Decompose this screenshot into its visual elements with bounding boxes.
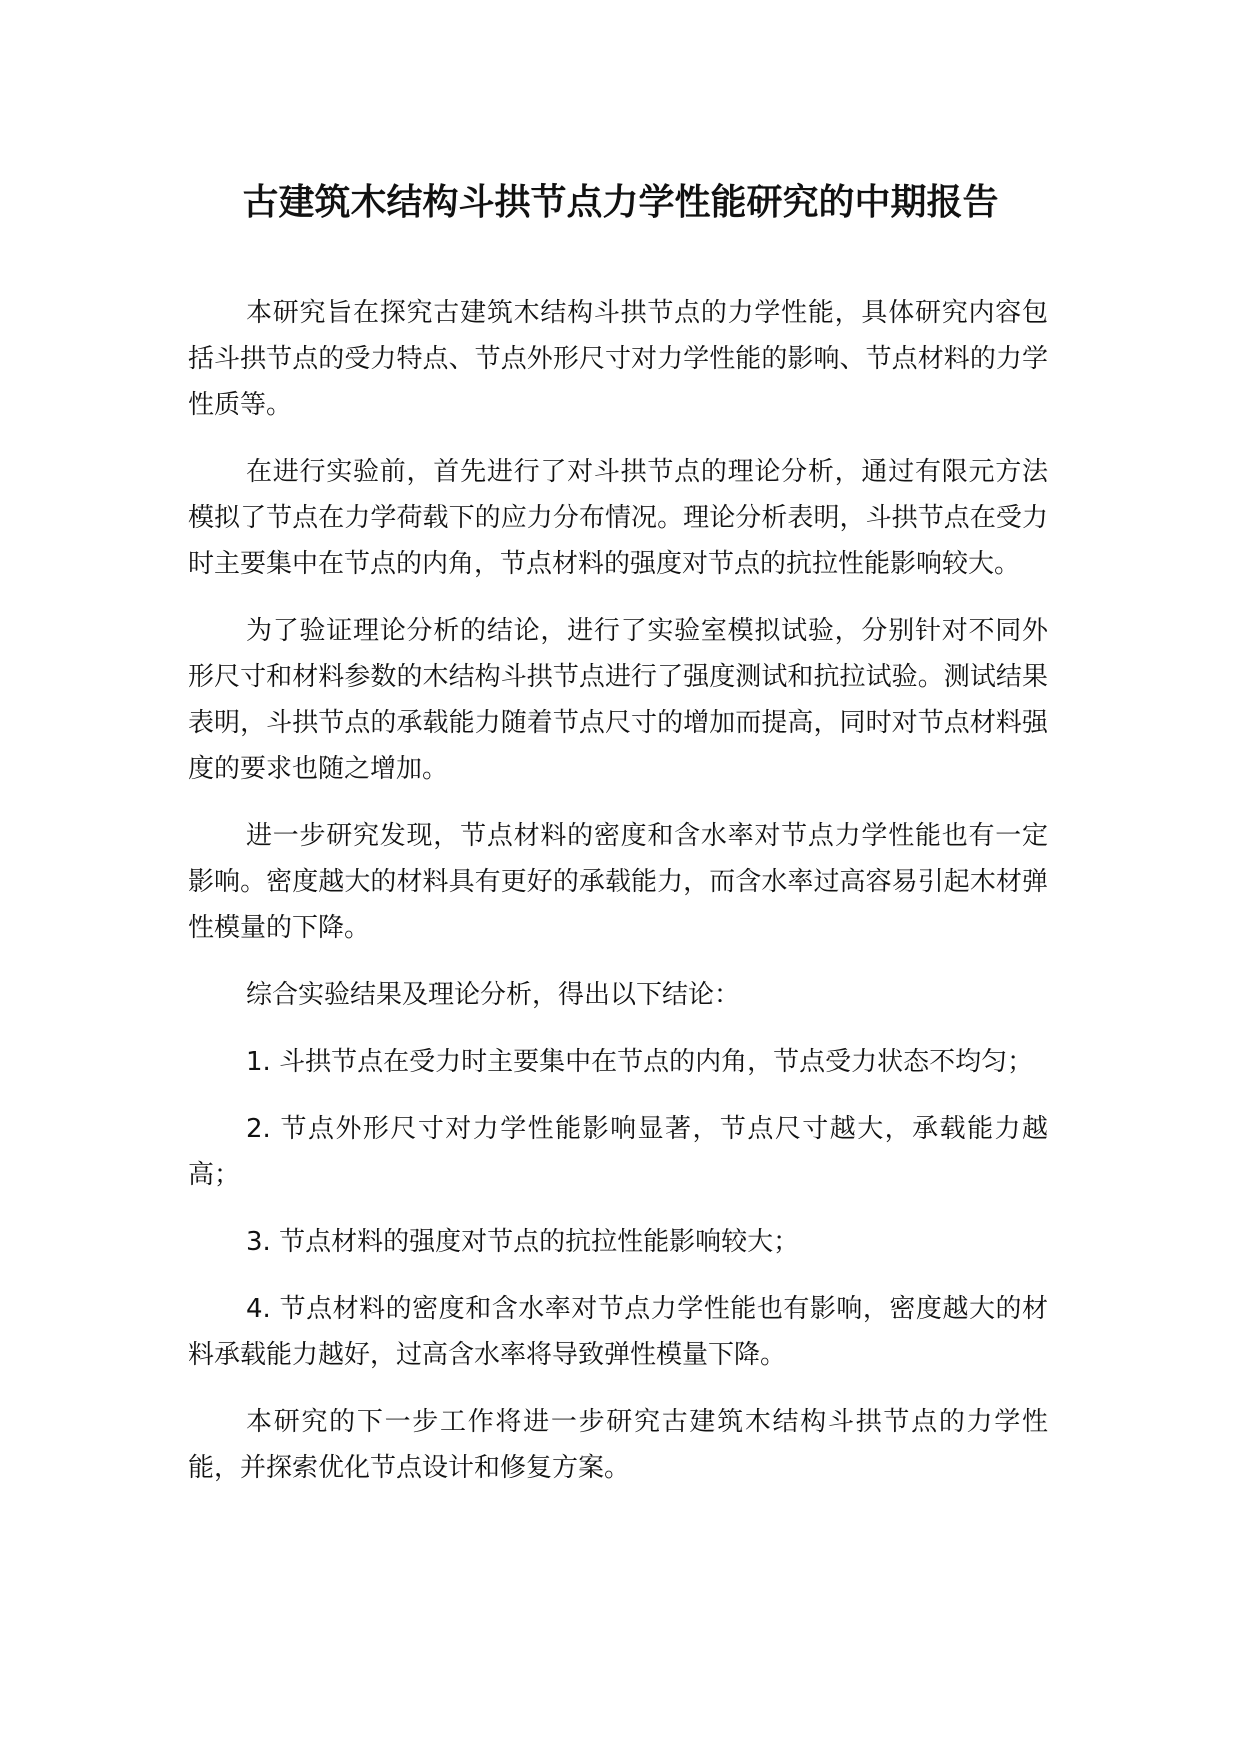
paragraph-theory: 在进行实验前，首先进行了对斗拱节点的理论分析，通过有限元方法模拟了节点在力学荷载下的应力分布情况。理论分析表明，斗拱节点在受力时主要集中在节点的内角，节点材料的强度对节点的抗拉性能影响较大。	[188, 457, 1048, 579]
paragraph-experiment: 为了验证理论分析的结论，进行了实验室模拟试验，分别针对不同外形尺寸和材料参数的木结构斗拱节点进行了强度测试和抗拉试验。测试结果表明，斗拱节点的承载能力随着节点尺寸的增加而提高，同时对节点材料强度的要求也随之增加。	[188, 616, 1048, 784]
paragraph-next-steps: 本研究的下一步工作将进一步研究古建筑木结构斗拱节点的力学性能，并探索优化节点设计和修复方案。	[188, 1407, 1048, 1483]
paragraph-further-findings: 进一步研究发现，节点材料的密度和含水率对节点力学性能也有一定影响。密度越大的材料具有更好的承载能力，而含水率过高容易引起木材弹性模量的下降。	[188, 821, 1048, 943]
conclusion-item-1: 1. 斗拱节点在受力时主要集中在节点的内角，节点受力状态不均匀；	[246, 1047, 1034, 1077]
conclusion-item-2: 2. 节点外形尺寸对力学性能影响显著，节点尺寸越大，承载能力越高；	[188, 1114, 1048, 1190]
paragraph-intro: 本研究旨在探究古建筑木结构斗拱节点的力学性能，具体研究内容包括斗拱节点的受力特点、节点外形尺寸对力学性能的影响、节点材料的力学性质等。	[188, 298, 1048, 420]
document-body	[188, 290, 1048, 1512]
conclusion-item-4: 4. 节点材料的密度和含水率对节点力学性能也有影响，密度越大的材料承载能力越好，过高含水率将导致弹性模量下降。	[188, 1294, 1048, 1370]
paragraph-conclusion-lead: 综合实验结果及理论分析，得出以下结论：	[246, 980, 741, 1010]
document-title: 古建筑木结构斗拱节点力学性能研究的中期报告	[242, 182, 999, 223]
conclusion-item-3: 3. 节点材料的强度对节点的抗拉性能影响较大；	[246, 1227, 800, 1257]
